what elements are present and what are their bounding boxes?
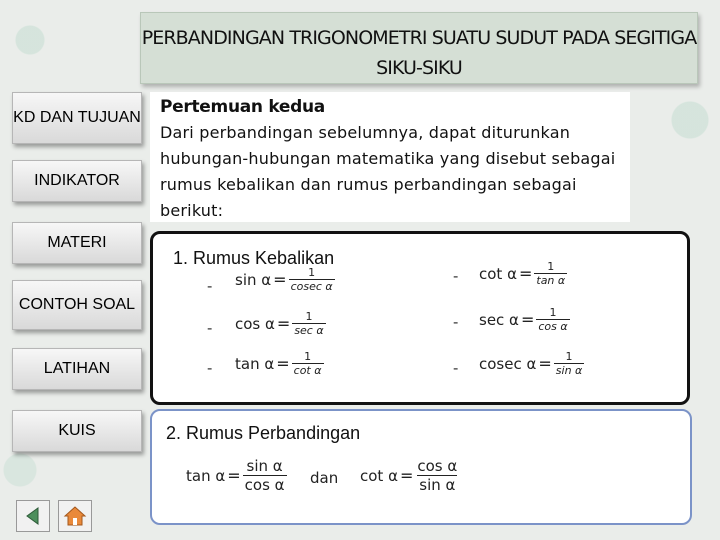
numerator: cos α: [417, 457, 458, 475]
formula-sin-kebalikan: [235, 266, 335, 293]
fraction: [536, 306, 569, 333]
formula-tan-perbandingan: [186, 457, 287, 494]
dash-marker: -: [207, 320, 213, 337]
numerator: 1: [308, 266, 316, 279]
dan-connector: dan: [310, 469, 339, 487]
formula-lhs: tan α: [235, 354, 275, 373]
nav-kd-dan-tujuan[interactable]: KD DAN TUJUAN: [12, 92, 142, 144]
formula-cot-kebalikan: [479, 260, 567, 287]
equals-sign: =: [276, 314, 291, 333]
home-button[interactable]: [58, 500, 92, 532]
formula-lhs: cos α: [235, 314, 275, 333]
formula-lhs: cot α: [360, 466, 398, 485]
intro-heading: Pertemuan kedua: [160, 97, 325, 117]
home-icon: [63, 505, 87, 527]
formula-cosec-kebalikan: [479, 350, 584, 377]
dash-marker: -: [453, 268, 459, 285]
formula-tan-kebalikan: [235, 350, 324, 377]
numerator: 1: [547, 260, 555, 273]
numerator: 1: [565, 350, 573, 363]
back-button[interactable]: [16, 500, 50, 532]
nav-latihan[interactable]: LATIHAN: [12, 348, 142, 390]
equals-sign: =: [520, 310, 535, 329]
fraction: [534, 260, 567, 287]
denominator: cos α: [538, 320, 568, 333]
denominator: cosec α: [290, 280, 333, 293]
denominator: sin α: [419, 476, 456, 494]
fraction: [289, 266, 335, 293]
equals-sign: =: [399, 466, 414, 485]
formula-lhs: tan α: [186, 466, 226, 485]
equals-sign: =: [227, 466, 241, 485]
denominator: cos α: [244, 476, 285, 494]
equals-sign: =: [273, 270, 287, 289]
numerator: 1: [549, 306, 557, 319]
denominator: tan α: [536, 274, 566, 287]
denominator: sec α: [294, 324, 324, 337]
bottom-nav: [16, 500, 92, 532]
formula-lhs: sin α: [235, 270, 272, 289]
nav-contoh-soal[interactable]: CONTOH SOAL: [12, 280, 142, 330]
fraction: [243, 457, 287, 494]
formula-cot-perbandingan: [360, 457, 459, 494]
page-title: PERBANDINGAN TRIGONOMETRI SUATU SUDUT PADA SEGITIGA SIKU-SIKU: [140, 12, 698, 84]
numerator: 1: [304, 350, 312, 363]
dash-marker: -: [453, 360, 459, 377]
numerator: 1: [305, 310, 313, 323]
equals-sign: =: [518, 264, 533, 283]
rumus-perbandingan-title: 2. Rumus Perbandingan: [166, 423, 361, 443]
dash-marker: -: [207, 278, 213, 295]
back-arrow-icon: [22, 505, 44, 527]
equals-sign: =: [538, 354, 552, 373]
intro-panel: [150, 92, 630, 222]
dash-marker: -: [453, 314, 459, 331]
denominator: sin α: [555, 364, 583, 377]
formula-lhs: cot α: [479, 264, 517, 283]
fraction: [554, 350, 585, 377]
equals-sign: =: [276, 354, 290, 373]
formula-sec-kebalikan: [479, 306, 570, 333]
fraction: [292, 350, 324, 377]
nav-indikator[interactable]: INDIKATOR: [12, 160, 142, 202]
nav-kuis[interactable]: KUIS: [12, 410, 142, 452]
formula-cos-kebalikan: [235, 310, 326, 337]
denominator: cot α: [293, 364, 322, 377]
formula-lhs: cosec α: [479, 354, 537, 373]
nav-materi[interactable]: MATERI: [12, 222, 142, 264]
numerator: sin α: [246, 457, 283, 475]
intro-text: Dari perbandingan sebelumnya, dapat diturunkan hubungan-hubungan matematika yang disebut sebagai rumus kebalikan dan rumus perbandingan sebagai berikut:: [160, 123, 616, 220]
fraction: [292, 310, 325, 337]
rumus-kebalikan-title: 1. Rumus Kebalikan: [173, 248, 335, 268]
dash-marker: -: [207, 360, 213, 377]
rumus-kebalikan-panel: [150, 231, 690, 405]
fraction: [415, 457, 459, 494]
rumus-perbandingan-panel: [150, 409, 692, 525]
formula-lhs: sec α: [479, 310, 519, 329]
